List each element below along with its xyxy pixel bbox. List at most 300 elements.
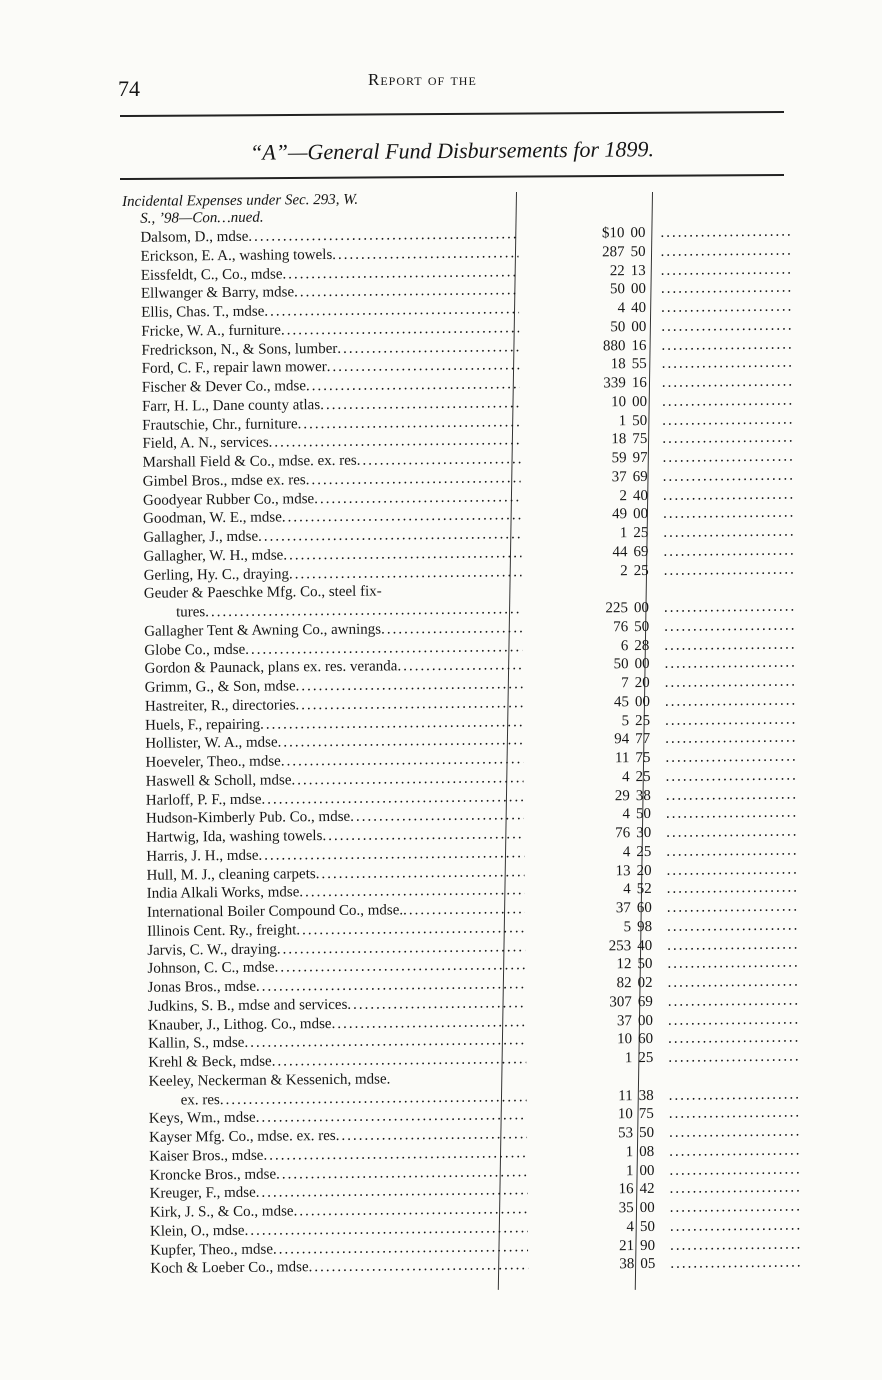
total-column-leader [664, 560, 794, 580]
amount [582, 599, 654, 618]
dot-leader [316, 863, 525, 884]
table-title: “A”—General Fund Disbursements for 1899. [249, 136, 655, 165]
amount-cents: 25 [633, 524, 649, 542]
amount-dollars: 37 [616, 1012, 633, 1029]
amount [582, 636, 654, 655]
amount-dollars: 4 [617, 300, 626, 317]
payee-name: Kreuger, F., mdse [149, 1184, 256, 1203]
amount-cents: 38 [635, 787, 651, 804]
amount-cents: 00 [634, 656, 650, 673]
amount-cents: 00 [634, 693, 650, 710]
payee-name: Field, A. N., services [142, 434, 269, 453]
amount [580, 411, 652, 430]
amount [580, 374, 652, 393]
amount-dollars: 59 [611, 450, 627, 467]
amount-dollars: 50 [613, 656, 629, 673]
dot-leader [332, 244, 519, 264]
amount-cents: 16 [631, 337, 647, 354]
section-heading: Incidental Expenses under Sec. 293, W. [122, 191, 359, 210]
dot-leader [282, 506, 521, 527]
amount-cents: 00 [630, 224, 646, 242]
amount-cents: 00 [633, 506, 649, 523]
amount [581, 543, 653, 562]
dot-leader [276, 1163, 528, 1184]
payee-name: Marshall Field & Co., mdse. ex. res [142, 452, 357, 471]
amount-cents: 50 [637, 956, 653, 973]
total-column-leader [669, 1085, 799, 1105]
total-column-leader [661, 335, 791, 355]
amount-dollars: 38 [619, 1256, 635, 1273]
dot-leader [322, 825, 524, 845]
amount-dollars: 94 [614, 731, 630, 748]
amount-cents: 00 [639, 1162, 655, 1179]
total-column-leader [666, 766, 796, 786]
amount [588, 1236, 660, 1255]
payee-name: Harloff, P. F., mdse [145, 791, 262, 809]
dot-leader [260, 713, 523, 734]
dot-leader [244, 1031, 526, 1052]
amount [579, 261, 651, 280]
amount [584, 861, 656, 880]
payee-name: Koch & Loeber Co., mdse [150, 1259, 309, 1278]
payee-name: Keys, Wm., mdse [148, 1109, 256, 1128]
dot-leader [248, 225, 518, 246]
payee-name: Illinois Cent. Ry., freight [147, 922, 297, 940]
amount-cents: 38 [638, 1087, 654, 1104]
dot-leader [306, 375, 520, 396]
total-column-leader [661, 298, 791, 318]
total-column-leader [663, 466, 793, 486]
dot-leader [263, 1144, 527, 1165]
amount-cents: 40 [637, 937, 653, 954]
payee-name: Erickson, E. A., washing towels [140, 246, 333, 265]
amount [583, 730, 655, 749]
payee-name: Ellis, Chas. T., mdse [141, 303, 265, 321]
payee-name: Goodyear Rubber Co., mdse [142, 490, 315, 509]
payee-name: Hudson-Kimberly Pub. Co., mdse [145, 809, 351, 828]
amount [584, 768, 656, 787]
amount-dollars: 1 [619, 525, 628, 542]
total-column-leader [661, 241, 791, 261]
dot-leader [309, 1256, 529, 1277]
payee-name: Hastreiter, R., directories [144, 697, 296, 715]
dot-leader [269, 431, 521, 452]
total-column-leader [666, 804, 796, 824]
total-column-leader [662, 354, 792, 374]
dot-leader [327, 356, 520, 376]
total-column-leader [670, 1235, 800, 1255]
payee-name: ex. res [180, 1091, 220, 1108]
dot-leader [256, 1181, 528, 1202]
amount [581, 524, 653, 543]
amount-cents: 75 [638, 1106, 654, 1123]
total-column-leader [663, 523, 793, 543]
amount [586, 974, 658, 993]
amount-cents: 28 [634, 637, 650, 654]
amount [588, 1199, 660, 1218]
payee-name: Keeley, Neckerman & Kessenich, mdse. [148, 1071, 391, 1090]
amount-dollars: 18 [610, 356, 626, 373]
title-rule [120, 174, 784, 180]
amount-dollars: 1 [625, 1162, 634, 1179]
total-column-leader [667, 954, 797, 974]
total-column-leader [660, 223, 790, 243]
dot-leader [306, 469, 521, 490]
amount-dollars: 10 [617, 1106, 633, 1123]
amount-dollars: $10 [601, 225, 625, 242]
amount-cents: 00 [639, 1199, 655, 1217]
payee-entry [150, 1256, 528, 1278]
total-column-leader [664, 635, 794, 655]
amount-cents: 25 [635, 768, 651, 785]
dot-leader [282, 263, 518, 284]
amount [585, 899, 657, 918]
total-column-leader [669, 1160, 799, 1180]
amount-cents: 00 [637, 1012, 654, 1029]
amount-cents: 77 [635, 731, 651, 748]
amount-dollars: 4 [623, 881, 631, 898]
total-column-leader [665, 710, 795, 730]
amount-cents: 90 [640, 1237, 656, 1254]
dot-leader [293, 1200, 527, 1221]
payee-name: Jarvis, C. W., draying [147, 941, 277, 959]
total-column-leader [661, 260, 791, 280]
total-column-leader [670, 1198, 800, 1218]
total-column-leader [662, 410, 792, 430]
amount [581, 486, 653, 505]
amount [582, 655, 654, 674]
amount-cents: 75 [632, 431, 648, 448]
amount-dollars: 287 [602, 243, 625, 261]
amount-cents: 30 [636, 824, 652, 842]
total-column-leader [669, 1104, 799, 1124]
total-column-leader [668, 1010, 798, 1030]
dot-leader [291, 769, 523, 790]
payee-name: Globe Co., mdse [144, 641, 246, 659]
dot-leader [273, 1238, 528, 1259]
amount-cents: 60 [638, 1031, 654, 1048]
amount [586, 1030, 658, 1049]
total-column-leader [667, 898, 797, 918]
dot-leader [289, 563, 522, 584]
total-column-leader [665, 729, 795, 749]
payee-name: Grimm, G., & Son, mdse [144, 678, 296, 696]
total-column-leader [666, 823, 796, 843]
amount [581, 505, 653, 524]
total-column-leader [668, 973, 798, 993]
dot-leader [272, 1050, 527, 1071]
amount-dollars: 50 [609, 281, 626, 298]
payee-name: Hollister, W. A., mdse [145, 734, 278, 753]
payee-name: Kupfer, Theo., mdse [150, 1241, 274, 1259]
amount-dollars: 10 [610, 393, 627, 411]
payee-name: Ford, C. F., repair lawn mower [141, 359, 327, 378]
section-heading-continued: S., ’98—Con…nued. [140, 209, 264, 227]
amount-dollars: 1 [624, 1050, 633, 1067]
total-column-leader [662, 373, 792, 393]
payee-name: Kirk, J. S., & Co., mdse [149, 1203, 294, 1221]
payee-name: Klein, O., mdse [149, 1222, 245, 1240]
page-number: 74 [118, 76, 140, 101]
total-column-leader [664, 616, 794, 636]
dot-leader [295, 694, 523, 715]
running-head: Report of the [368, 70, 477, 89]
total-column-leader [669, 1141, 799, 1161]
amount-cents: 00 [631, 318, 647, 335]
payee-name: Frautschie, Chr., furniture [142, 415, 298, 434]
dot-leader [336, 1125, 528, 1145]
amount [579, 336, 651, 355]
amount-dollars: 2 [620, 562, 628, 579]
amount-dollars: 4 [626, 1218, 635, 1235]
payee-name: Hartwig, Ida, washing towels [146, 828, 323, 846]
amount-cents: 50 [638, 1124, 655, 1142]
amount [580, 430, 652, 449]
total-column-leader [665, 673, 795, 693]
amount [585, 918, 657, 937]
dot-leader [381, 619, 522, 639]
dot-leader [357, 450, 521, 470]
amount [584, 843, 656, 862]
total-column-leader [669, 1123, 799, 1143]
dot-leader [314, 488, 521, 508]
amount [586, 993, 658, 1012]
payee-name: Hull, M. J., cleaning carpets [146, 865, 316, 884]
total-column-leader [666, 841, 796, 861]
payee-name: Harris, J. H., mdse [146, 847, 259, 865]
amount-dollars: 44 [612, 543, 628, 561]
payee-name: India Alkali Works, mdse [146, 884, 300, 903]
dot-leader [256, 1106, 527, 1127]
amount-cents: 42 [639, 1181, 655, 1198]
amount-dollars: 5 [621, 712, 630, 729]
amount-dollars: 4 [622, 843, 631, 860]
dot-leader [256, 975, 526, 996]
amount-dollars: 2 [619, 487, 628, 504]
dot-leader [258, 525, 521, 546]
amount-cents: 75 [635, 749, 651, 767]
amount-dollars: 13 [615, 862, 631, 879]
total-column-leader [666, 785, 796, 805]
amount-cents: 25 [633, 562, 649, 579]
amount-cents: 52 [636, 881, 652, 898]
amount-dollars: 11 [618, 1087, 633, 1104]
amount-dollars: 6 [620, 637, 629, 654]
amount-dollars: 18 [611, 431, 627, 448]
amount [586, 1011, 658, 1030]
dot-leader [296, 919, 525, 940]
amount-cents: 02 [637, 974, 653, 992]
payee-name: Gerling, Hy. C., draying [143, 565, 290, 584]
dot-leader [264, 300, 519, 321]
amount [584, 824, 656, 843]
amount [584, 786, 656, 805]
amount [581, 468, 653, 487]
amount-cents: 16 [631, 374, 647, 392]
total-column-leader [670, 1216, 800, 1236]
amount-cents: 05 [640, 1256, 656, 1273]
amount-dollars: 76 [615, 825, 631, 842]
amount [583, 693, 655, 712]
amount-cents: 40 [631, 299, 647, 317]
amount-cents: 25 [638, 1049, 654, 1067]
amount-cents: 50 [632, 412, 648, 429]
payee-name: Ellwanger & Barry, mdse [140, 284, 295, 303]
amount [588, 1255, 660, 1274]
payee-name: Goodman, W. E., mdse [143, 509, 282, 528]
payee-name: Knauber, J., Lithog. Co., mdse [147, 1015, 332, 1034]
amount-cents: 08 [639, 1143, 655, 1160]
dot-leader [331, 1013, 526, 1033]
dot-leader [403, 900, 525, 920]
amount-cents: 69 [637, 993, 653, 1010]
total-column-leader [663, 485, 793, 505]
amount-dollars: 49 [612, 506, 628, 523]
total-column-leader [661, 279, 791, 299]
total-column-leader [662, 448, 792, 468]
amount [585, 880, 657, 899]
dot-leader [281, 750, 524, 771]
payee-name: Gallagher, W. H., mdse [143, 547, 284, 565]
amount-cents: 50 [634, 618, 650, 635]
payee-name: Kallin, S., mdse [148, 1035, 245, 1053]
total-column-leader [665, 748, 795, 768]
dot-leader [294, 281, 519, 302]
total-column-leader [667, 935, 797, 955]
payee-name: Gallagher, J., mdse [143, 528, 259, 546]
payee-name: Kayser Mfg. Co., mdse. ex. res [148, 1127, 336, 1146]
amount [579, 280, 651, 299]
total-column-leader [661, 316, 791, 336]
amount-cents: 98 [636, 918, 653, 935]
amount [588, 1218, 660, 1237]
amount-dollars: 11 [614, 750, 630, 767]
amount-cents: 25 [636, 843, 652, 860]
amount-cents: 40 [632, 487, 649, 504]
amount-dollars: 76 [613, 618, 629, 636]
amount-cents: 60 [636, 899, 652, 917]
payee-name: Gimbel Bros., mdse ex. res [142, 471, 306, 490]
total-column-leader [668, 991, 798, 1011]
total-column-leader [663, 541, 793, 561]
payee-name: Geuder & Paeschke Mfg. Co., steel fix- [143, 583, 382, 603]
amount-cents: 20 [634, 674, 650, 692]
dot-leader [278, 731, 524, 752]
amount-dollars: 880 [602, 337, 626, 354]
dot-leader [296, 675, 523, 696]
amount-dollars: 7 [621, 675, 629, 692]
amount-dollars: 4 [622, 806, 631, 823]
amount [579, 299, 651, 318]
payee-name: Judkins, S. B., mdse and services [147, 996, 348, 1015]
amount-dollars: 35 [618, 1200, 634, 1217]
amount [578, 224, 650, 243]
dot-leader [337, 338, 519, 358]
payee-name: Kaiser Bros., mdse [149, 1147, 264, 1165]
amount-cents: 00 [630, 281, 647, 298]
top-rule [120, 111, 784, 117]
amount-cents: 25 [635, 712, 651, 729]
amount-cents: 20 [636, 862, 652, 879]
amount [587, 1161, 659, 1180]
amount-cents: 50 [630, 243, 646, 260]
dot-leader [350, 806, 524, 826]
payee-name: Hoeveler, Theo., mdse [145, 753, 281, 771]
dot-leader [283, 544, 521, 565]
amount-cents: 00 [633, 599, 650, 617]
payee-name: International Boiler Compound Co., mdse. [146, 902, 404, 921]
amount [587, 1143, 659, 1162]
payee-name: Fredrickson, N., & Sons, lumber [141, 340, 338, 359]
amount-dollars: 82 [616, 975, 632, 992]
payee-name: Krehl & Beck, mdse [148, 1053, 272, 1071]
total-column-leader [670, 1254, 800, 1274]
total-column-leader [667, 916, 797, 936]
amount-dollars: 10 [617, 1031, 633, 1048]
total-column-leader [662, 391, 792, 411]
amount-dollars: 253 [608, 937, 632, 954]
amount-cents: 97 [632, 449, 648, 467]
total-column-leader [666, 860, 796, 880]
amount-dollars: 4 [622, 768, 630, 785]
total-column-leader [662, 429, 792, 449]
dot-leader [397, 656, 522, 676]
amount-cents: 13 [630, 262, 646, 279]
dot-leader [245, 638, 522, 659]
amount-dollars: 1 [618, 412, 627, 429]
dot-leader [274, 956, 525, 977]
amount-dollars: 37 [615, 900, 631, 917]
total-column-leader [663, 504, 793, 524]
dot-leader [244, 1219, 528, 1240]
total-column-leader [664, 654, 794, 674]
amount-dollars: 1 [625, 1143, 634, 1160]
amount [579, 318, 651, 337]
amount-dollars: 339 [603, 375, 626, 392]
amount [587, 1086, 659, 1105]
payee-name: Dalsom, D., mdse [140, 228, 249, 246]
dot-leader [347, 994, 526, 1014]
amount-dollars: 37 [611, 468, 627, 486]
amount-cents: 50 [639, 1218, 656, 1235]
amount-cents: 55 [631, 356, 647, 373]
dot-leader [320, 394, 520, 414]
dot-leader [281, 319, 520, 340]
amount [580, 355, 652, 374]
payee-name: Gordon & Paunack, plans ex. res. veranda [144, 658, 398, 678]
amount [587, 1105, 659, 1124]
payee-name: Fischer & Dever Co., mdse [141, 378, 307, 396]
payee-name: Eissfeldt, C., Co., mdse [140, 265, 283, 284]
payee-name: tures [175, 604, 206, 621]
amount-dollars: 53 [617, 1125, 634, 1142]
payee-name: Johnson, C. C., mdse [147, 959, 275, 978]
amount-dollars: 50 [610, 318, 626, 336]
payee-name: Jonas Bros., mdse [147, 978, 257, 996]
total-column-leader [664, 598, 794, 618]
amount [586, 1049, 658, 1068]
amount [583, 674, 655, 693]
amount [579, 243, 651, 262]
amount-dollars: 12 [616, 956, 632, 973]
payee-name: Fricke, W. A., furniture [141, 322, 281, 340]
amount-dollars: 29 [614, 787, 630, 804]
total-column-leader [665, 691, 795, 711]
total-column-leader [667, 879, 797, 899]
payee-name: Huels, F., repairing [145, 716, 261, 734]
payee-name: Gallagher Tent & Awning Co., awnings [144, 621, 382, 640]
dot-leader [298, 413, 521, 434]
